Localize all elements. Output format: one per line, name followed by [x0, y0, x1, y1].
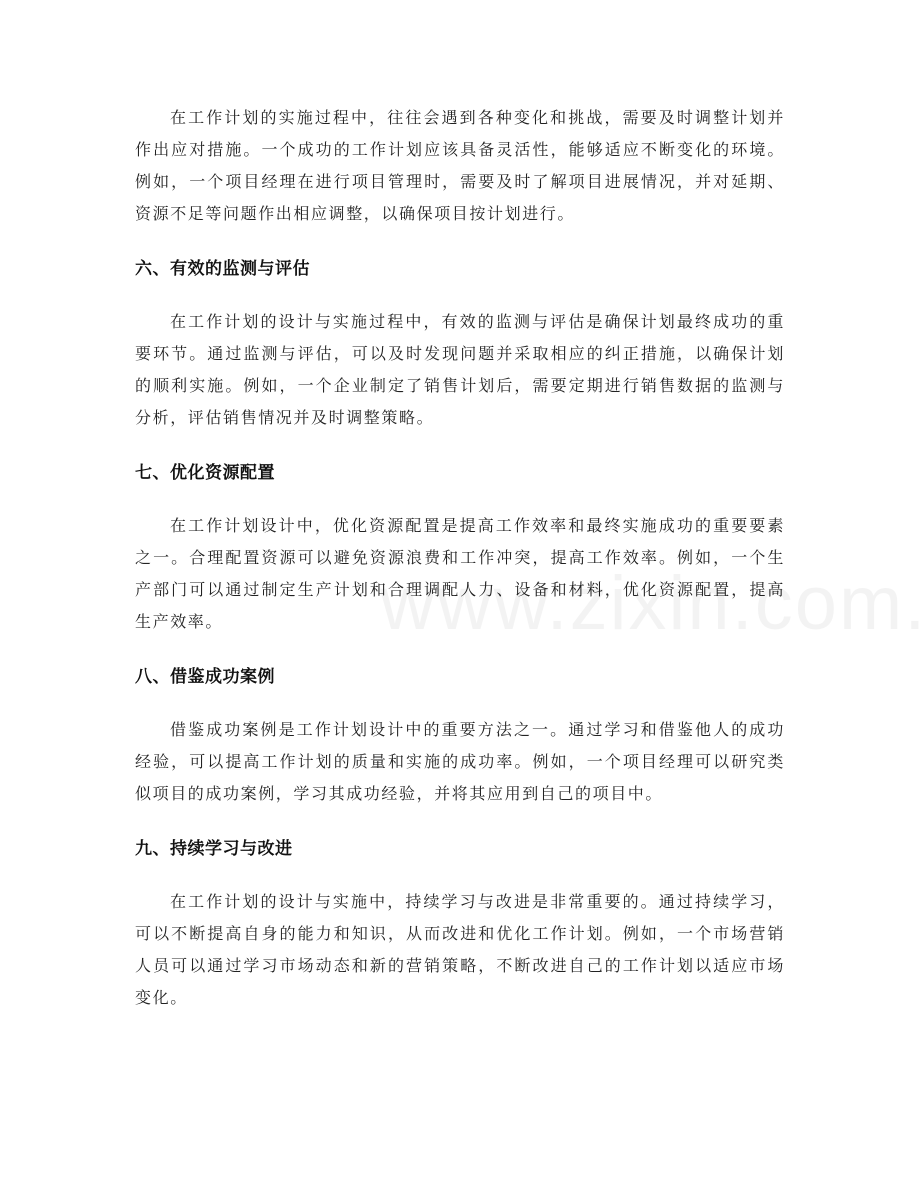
- section-heading-resources: 七、优化资源配置: [135, 463, 275, 483]
- document-body: [135, 102, 785, 1014]
- section-heading-monitoring: 六、有效的监测与评估: [135, 259, 310, 279]
- paragraph-monitoring: 在工作计划的设计与实施过程中，有效的监测与评估是确保计划最终成功的重要环节。通过监测与评估，可以及时发现问题并采取相应的纠正措施，以确保计划的顺利实施。例如，一个企业制定了销售计划后，需要定期进行销售数据的监测与分析，评估销售情况并及时调整策略。: [135, 312, 785, 427]
- section-heading-learning: 九、持续学习与改进: [135, 839, 293, 859]
- paragraph-cases: 借鉴成功案例是工作计划设计中的重要方法之一。通过学习和借鉴他人的成功经验，可以提高工作计划的质量和实施的成功率。例如，一个项目经理可以研究类似项目的成功案例，学习其成功经验，并将其应用到自己的项目中。: [135, 720, 785, 803]
- paragraph-intro: 在工作计划的实施过程中，往往会遇到各种变化和挑战，需要及时调整计划并作出应对措施。一个成功的工作计划应该具备灵活性，能够适应不断变化的环境。例如，一个项目经理在进行项目管理时，需要及时了解项目进展情况，并对延期、资源不足等问题作出相应调整，以确保项目按计划进行。: [135, 108, 785, 223]
- paragraph-learning: 在工作计划的设计与实施中，持续学习与改进是非常重要的。通过持续学习，可以不断提高自身的能力和知识，从而改进和优化工作计划。例如，一个市场营销人员可以通过学习市场动态和新的营销策略，不断改进自己的工作计划以适应市场变化。: [135, 892, 785, 1007]
- section-heading-cases: 八、借鉴成功案例: [135, 667, 275, 687]
- paragraph-resources: 在工作计划设计中，优化资源配置是提高工作效率和最终实施成功的重要要素之一。合理配置资源可以避免资源浪费和工作冲突，提高工作效率。例如，一个生产部门可以通过制定生产计划和合理调配人力、设备和材料，优化资源配置，提高生产效率。: [135, 516, 785, 631]
